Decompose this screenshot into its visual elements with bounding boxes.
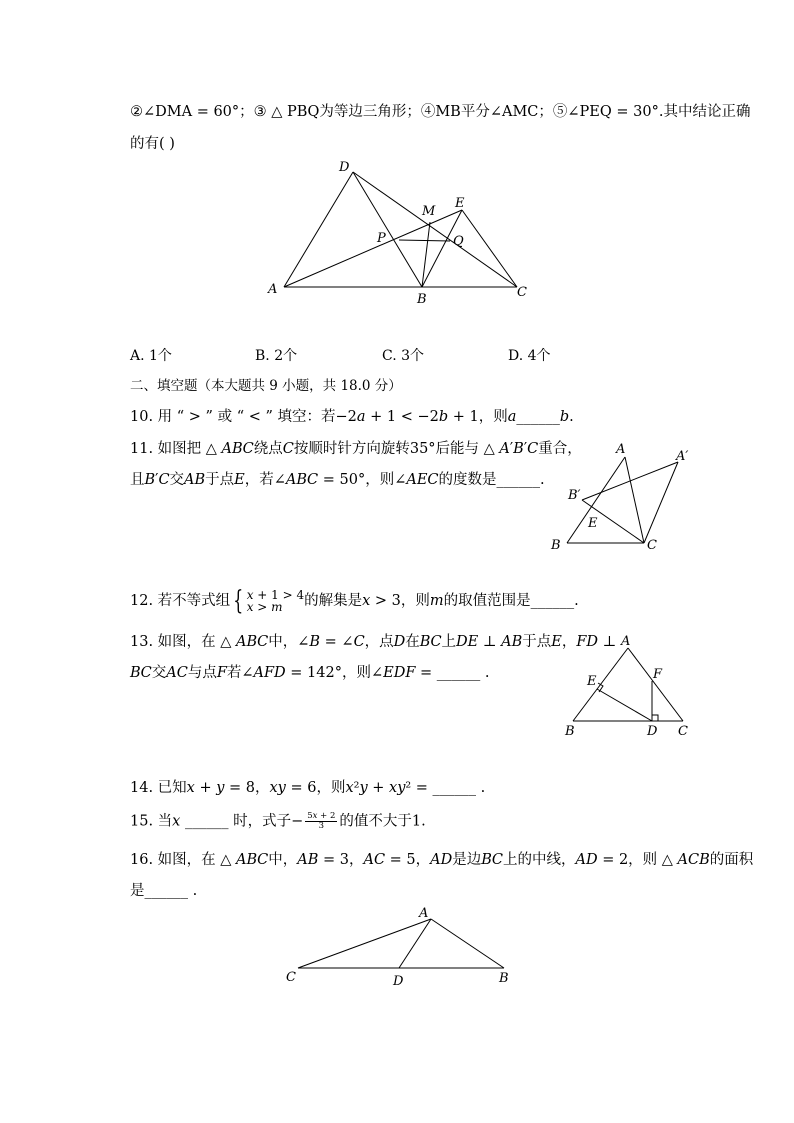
fig13-label-a: A xyxy=(621,634,631,649)
section-heading: 二、填空题（本大题共 9 小题，共 18.0 分） xyxy=(130,378,402,394)
fig11-label-b: B xyxy=(551,538,561,553)
fig16-label-d: D xyxy=(393,974,404,989)
fig11-label-a-prime: A′ xyxy=(676,449,689,464)
option-c-key: C. xyxy=(382,348,397,364)
option-d-key: D. xyxy=(508,348,524,364)
option-a-text: 1个 xyxy=(149,348,172,364)
option-b[interactable] xyxy=(255,345,297,365)
q15-suffix: 的值不大于1. xyxy=(339,813,426,830)
q11-figure xyxy=(545,435,705,555)
fig11-label-b-prime: B′ xyxy=(568,488,581,503)
q16-text-line2: 是______ . xyxy=(130,883,198,899)
q10-text: 10. 用 “ > ” 或 “ < ” 填空：若−2𝑎 + 1 < −2𝑏 + 1，则𝑎______𝑏. xyxy=(130,409,574,425)
q11-text-line2: 且𝐵′𝐶交𝐴𝐵于点𝐸，若∠𝐴𝐵𝐶 = 50°，则∠𝐴𝐸𝐶的度数是______. xyxy=(130,472,545,488)
fig16-label-c: C xyxy=(286,970,296,985)
option-d[interactable] xyxy=(508,345,551,365)
q16-text-line1: 16. 如图，在 △ 𝐴𝐵𝐶中，𝐴𝐵 = 3，𝐴𝐶 = 5，𝐴𝐷是边𝐵𝐶上的中线，𝐴𝐷 = 2，则 △ 𝐴𝐶𝐵的面积 xyxy=(130,852,754,868)
q13-figure xyxy=(560,630,700,745)
fig9-label-d: D xyxy=(339,160,350,175)
fig13-label-f: F xyxy=(653,667,663,682)
q9-figure xyxy=(260,155,540,305)
q9-text-line2: 的有( ) xyxy=(130,136,175,152)
option-a[interactable] xyxy=(130,345,172,365)
fig9-label-c: C xyxy=(517,285,527,300)
fig16-label-b: B xyxy=(499,971,509,986)
inequality-system xyxy=(247,589,304,613)
option-b-text: 2个 xyxy=(274,348,298,364)
q12-row2: 𝑥 > 𝑚 xyxy=(246,600,283,614)
q12-suffix: 的解集是𝑥 > 3，则𝑚的取值范围是______. xyxy=(304,593,579,609)
q12-row1: 𝑥 + 1 > 4 xyxy=(246,588,305,602)
q9-figure-svg xyxy=(260,155,540,305)
fig11-label-e: E xyxy=(588,516,598,531)
fig16-label-a: A xyxy=(419,906,429,921)
fig9-label-b: B xyxy=(417,292,427,305)
option-d-text: 4个 xyxy=(527,348,551,364)
fraction-numerator: 5𝑥 + 2 xyxy=(307,811,336,821)
q13-text-line1: 13. 如图，在 △ 𝐴𝐵𝐶中，∠𝐵 = ∠𝐶，点𝐷在𝐵𝐶上𝐷𝐸 ⊥ 𝐴𝐵于点𝐸，𝐹𝐷 ⊥ xyxy=(130,634,617,650)
q13-figure-svg xyxy=(560,630,700,745)
fig9-label-m: M xyxy=(422,204,436,219)
brace-symbol: { xyxy=(233,586,244,616)
fig13-label-b: B xyxy=(565,724,575,739)
q12-text xyxy=(130,588,579,614)
q14-text: 14. 已知𝑥 + 𝑦 = 8，𝑥𝑦 = 6，则𝑥²𝑦 + 𝑥𝑦² = ______ . xyxy=(130,780,486,796)
option-c[interactable] xyxy=(382,345,424,365)
fraction-denominator: 3 xyxy=(318,821,324,831)
fig11-label-a: A xyxy=(616,442,626,457)
fig13-label-d: D xyxy=(647,724,658,739)
q15-prefix: 15. 当𝑥 ______ 时，式子− xyxy=(130,813,304,830)
fig9-label-a: A xyxy=(268,282,278,297)
q11-text-line1: 11. 如图把 △ 𝐴𝐵𝐶绕点𝐶按顺时针方向旋转35°后能与 △ 𝐴′𝐵′𝐶重合， xyxy=(130,441,582,457)
fig11-label-c: C xyxy=(647,538,657,553)
option-c-text: 3个 xyxy=(401,348,425,364)
option-b-key: B. xyxy=(255,348,270,364)
q11-figure-svg xyxy=(545,435,705,555)
q16-figure-svg xyxy=(280,903,520,993)
q13-text-line2: 𝐵𝐶交𝐴𝐶与点𝐹若∠𝐴𝐹𝐷 = 142°，则∠𝐸𝐷𝐹 = ______ . xyxy=(130,665,490,681)
fig13-label-e: E xyxy=(587,674,597,689)
fig13-label-c: C xyxy=(678,724,688,739)
q12-prefix: 12. 若不等式组 xyxy=(130,593,231,609)
fig9-label-p: P xyxy=(377,231,386,246)
fraction xyxy=(305,812,337,831)
fig9-label-q: Q xyxy=(453,234,464,249)
option-a-key: A. xyxy=(130,348,145,364)
q16-figure xyxy=(280,903,520,993)
q15-text xyxy=(130,812,426,831)
q9-text-line1: ②∠DMA = 60°；③ △ PBQ为等边三角形；④MB平分∠AMC；⑤∠PEQ = 30°.其中结论正确 xyxy=(130,104,751,120)
fig9-label-e: E xyxy=(455,196,465,211)
